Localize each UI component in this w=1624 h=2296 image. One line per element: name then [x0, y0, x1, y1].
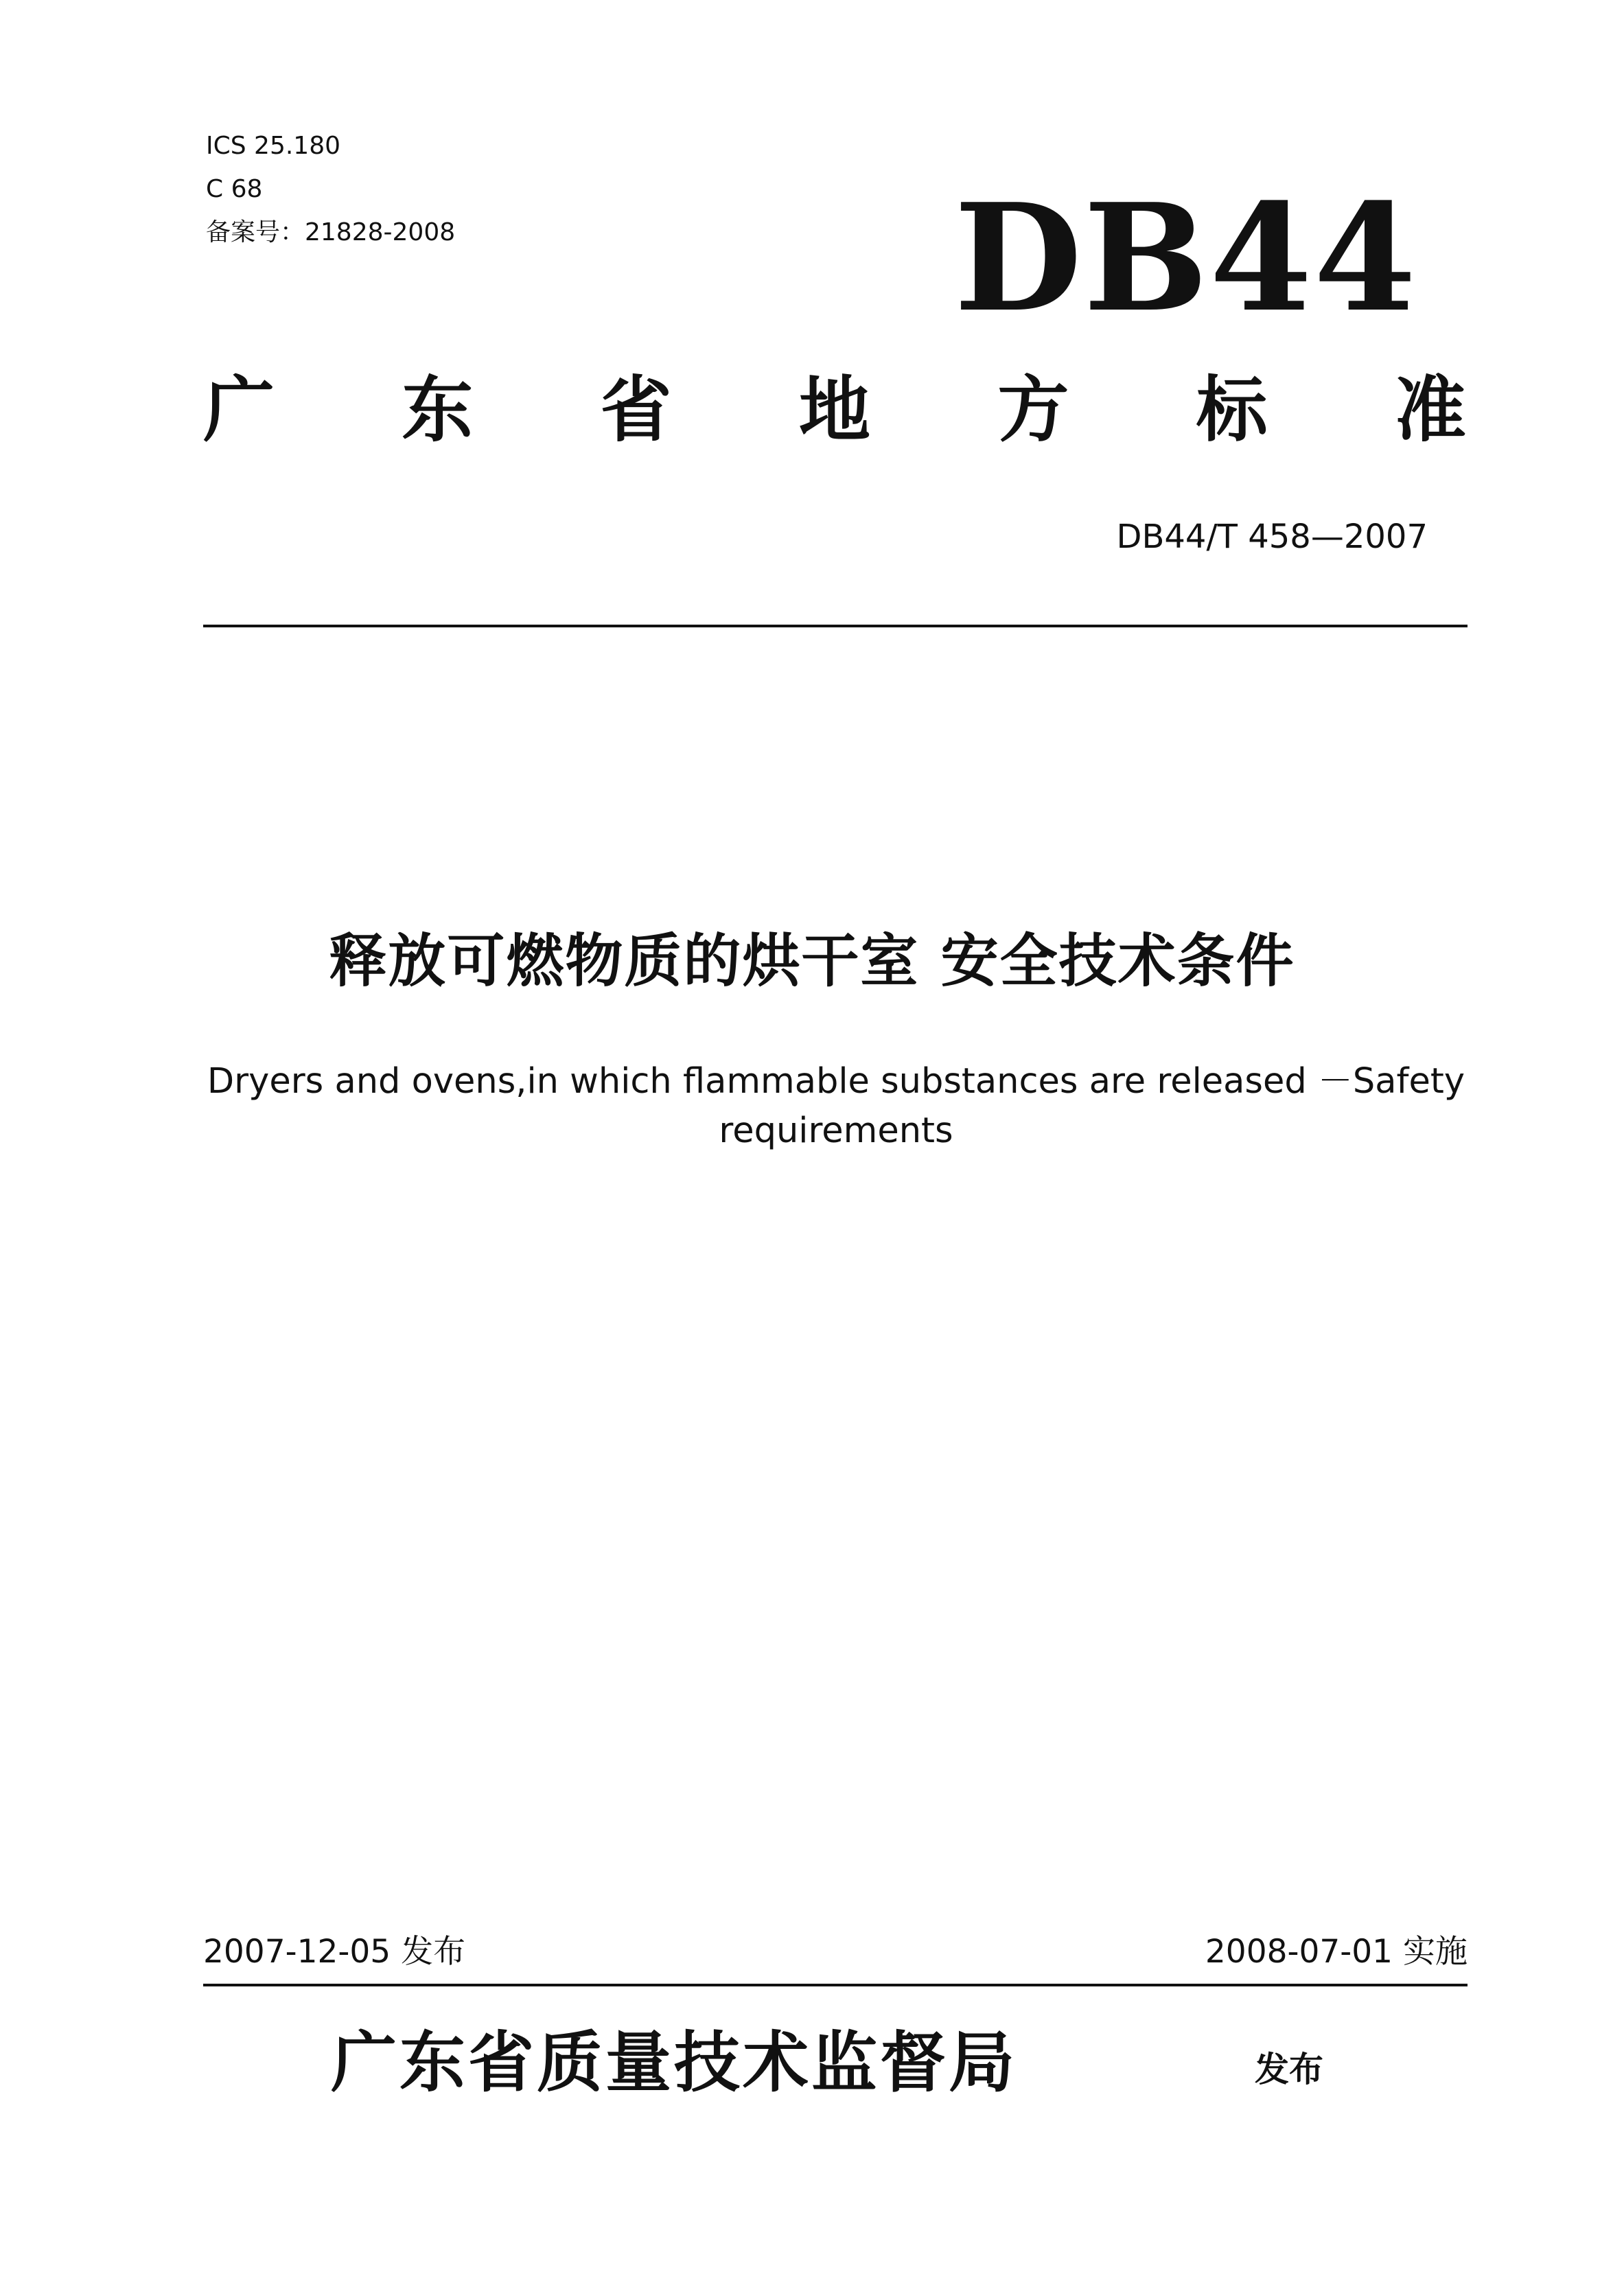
header-divider: [203, 625, 1468, 627]
issuing-authority: 广东省质量技术监督局: [331, 2024, 1017, 2101]
category-char: 东: [402, 368, 474, 452]
filing-number: 备案号：21828-2008: [206, 218, 456, 246]
category-char: 省: [600, 368, 672, 452]
category-char: 地: [798, 368, 870, 452]
standard-number: DB44/T 458—2007: [1116, 518, 1428, 556]
document-title-chinese: 释放可燃物质的烘干室 安全技术条件: [329, 927, 1295, 995]
issuing-action: 发布: [1255, 2050, 1323, 2089]
ics-code: ICS 25.180: [206, 132, 341, 160]
ccs-code: C 68: [206, 175, 263, 203]
category-char: 准: [1394, 368, 1466, 452]
standard-code-logo: DB44: [954, 171, 1418, 345]
category-char: 标: [1196, 368, 1268, 452]
release-date: 2007-12-05 发布: [203, 1933, 466, 1971]
category-char: 广: [203, 368, 275, 452]
footer-divider: [203, 1984, 1468, 1986]
standard-category: [203, 368, 1466, 452]
category-char: 方: [997, 368, 1069, 452]
document-title-english: Dryers and ovens,in which flammable substances are released －Safety requirements: [207, 1061, 1465, 1151]
implementation-date: 2008-07-01 实施: [1205, 1933, 1468, 1971]
